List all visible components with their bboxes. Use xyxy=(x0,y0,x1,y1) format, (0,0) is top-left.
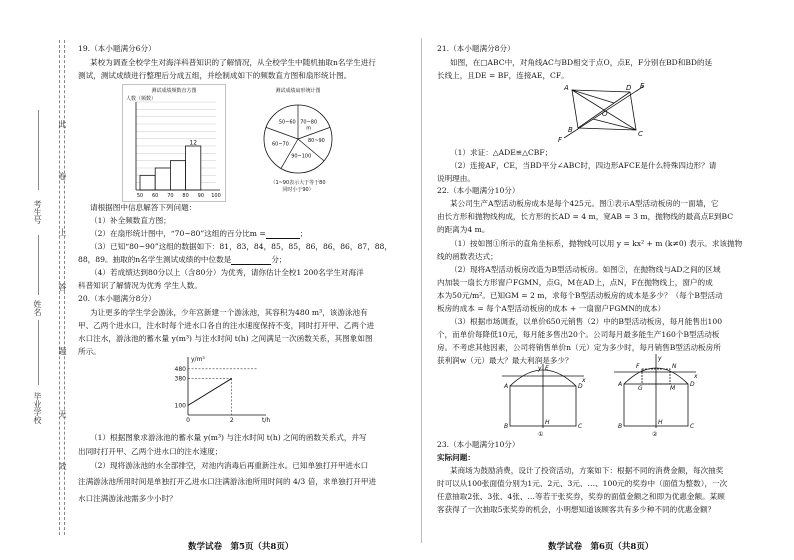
q19-intro-2: 测试，测试成绩进行整理后分成五组，并绘制成如下的频数直方图和扇形统计图。 xyxy=(78,71,352,80)
q20-s1a: （1）根据图象求游泳池的蓄水量 y(m³) 与注水时间 t(h) 之间的函数关系式，并写 xyxy=(90,433,367,442)
line-graph-y-label: 380 xyxy=(174,375,186,383)
line-graph-series xyxy=(188,378,232,405)
segment-ae xyxy=(572,90,614,103)
binding-label-4: 答 xyxy=(58,283,67,291)
q21-p1: 如图，在□ABC中，对角线AC与BD相交于点O，点E，F分别在BD和BD的延 xyxy=(450,58,713,67)
pie-slice-value: m xyxy=(306,125,312,132)
pie-note-2: 同时小于90） xyxy=(282,187,314,193)
fig1-label-b: B xyxy=(504,423,509,430)
left-footer: 数学试卷 第5页（共8页） xyxy=(188,542,294,552)
fig2-label-n: N xyxy=(672,363,677,370)
fig1-label-x: x xyxy=(582,377,586,384)
q23-p1: 某商场为鼓励消费，设计了投资活动，方案如下：根据不同的消费金额，每次抽奖 xyxy=(450,466,724,475)
fig2-label-g: G xyxy=(638,385,643,392)
q22-p2: 由长方形和抛物线构成，长方形的长AD = 4 m，宽AB = 3 m，抛物线的最高点E到BC xyxy=(437,212,734,221)
q19-s4b: 科普知识了解情况为优秀 学生人数。 xyxy=(78,281,202,290)
q20-p3: 水口注水，游泳池的蓄水量 y(m³) 与注水时间 t(h) 之间满足一次函数关系，其图象如图 xyxy=(78,334,373,343)
histogram-x-tick: 80 xyxy=(182,193,189,199)
histogram-x-tick: 60 xyxy=(152,193,159,199)
line-graph-y-label: 100 xyxy=(174,402,186,410)
q19-header: 19.（本小题满分6分） xyxy=(78,44,156,53)
fig2-label-b: B xyxy=(618,423,623,430)
q22-p3: 的距离为4 m。 xyxy=(437,225,490,234)
histogram-ylabel: 人数（频数） xyxy=(126,96,157,102)
fig1-label-d: D xyxy=(578,383,583,390)
q23-p3: 任意抽取2张、3张、4张、…等若干张奖券，奖券的面值金额之和即为优惠金额。某顾 xyxy=(437,492,725,501)
pie-slice-label: 70~80 xyxy=(300,119,318,126)
q23-sub: 实际问题： xyxy=(437,453,475,462)
q20-s2a: （2）现将游泳池的水全部排空，对池内消毒后再重新注水。已知单独打开甲进水口 xyxy=(90,461,369,470)
q22-s3d: 获利润w（元）最大？最大利润是多少？ xyxy=(437,356,573,365)
pie-slice-label: 60~70 xyxy=(271,141,289,148)
histogram-x-tick: 70 xyxy=(167,193,174,199)
q21-s2b: 说明理由。 xyxy=(437,174,475,183)
q23-p2: 时可以从100张面值分别为1元、2元、3元、…、100元的奖券中（面值为整数），一次 xyxy=(437,479,728,488)
label-f: F xyxy=(558,136,563,144)
field-exam-number: 考生号 xyxy=(33,200,42,224)
histogram-figure xyxy=(122,84,226,202)
line-graph-axes xyxy=(188,357,266,415)
q21-header: 21.（本小题满分8分） xyxy=(437,44,515,53)
histogram-x-tick: 90 xyxy=(197,193,204,199)
q19-s2: （2）在扇形统计图中，“70~80”这组的百分比m = ； xyxy=(90,229,308,238)
binding-label-2: 卷 xyxy=(58,172,67,180)
fig2-label-h: H xyxy=(658,419,663,426)
field-name-line xyxy=(38,235,39,295)
field-name: 姓名 xyxy=(33,300,42,316)
histogram-x-tick: 50 xyxy=(136,193,144,199)
line-graph-y-label: 480 xyxy=(174,365,186,373)
q19-s3-blank[interactable] xyxy=(231,256,271,265)
binding-label-6: 无 xyxy=(58,410,67,418)
q19-s3a: （3）已知“80~90”这组的数据如下：81，83，84，85，85，86，86，86，87，88， xyxy=(90,242,392,251)
line-graph-labels xyxy=(175,356,271,424)
q19-s1: （1）补全频数直方图； xyxy=(90,216,171,225)
line-graph-x-label: 0 xyxy=(186,417,190,424)
q21-s1: （1）求证：△ADE≌△CBF； xyxy=(450,148,553,157)
q23-p4: 客获得了一次抽取5张奖券的机会，小明想知道该顾客共有多少种不同的优惠金额？ xyxy=(437,505,716,514)
q21-s2a: （2）连接AF，CE，当BD平分∠ABC时，四边形AFCE是什么特殊四边形？请 xyxy=(450,161,717,170)
fig1-label-e: E xyxy=(545,365,549,372)
q22-s3a: （3）根据市场调查，以单价650元销售（2）中的B型活动板房，每月能售出100 xyxy=(450,317,723,326)
histogram-x-tick: 100 xyxy=(211,193,221,199)
fig1-label-a: A xyxy=(504,383,509,390)
fig1-label-c: C xyxy=(578,423,583,430)
label-b: B xyxy=(568,126,573,134)
fig2-label-y: y xyxy=(658,355,662,362)
pie-slice-label: 90~100 xyxy=(291,153,312,160)
binding-label-1: 此 xyxy=(58,120,67,128)
q22-header: 22.（本小题满分10分） xyxy=(437,186,520,195)
pie-slice-label: 80~90 xyxy=(307,138,325,145)
q22-s1a: （1）按如图①所示的直角坐标系，抛物线可以用 y = kx² + m (k≠0) 表示。求该抛物 xyxy=(450,239,743,248)
line-graph-guides xyxy=(188,369,258,415)
q20-s2b: 注满游泳池所用时间是单独打开乙进水口注满游泳池所用时间的 4/3 倍，求单独打开甲进 xyxy=(78,477,377,486)
fig2-label-d: D xyxy=(690,381,695,388)
q22-p1: 某公司生产A型活动板房成本是每个425元。图①表示A型活动板房的一面墙，它 xyxy=(450,199,719,208)
parallelogram-figure xyxy=(556,78,648,146)
right-footer: 数学试卷 第6页（共8页） xyxy=(548,542,654,552)
pie-slice-label: 50~60 xyxy=(278,119,296,126)
label-d: D xyxy=(626,84,632,92)
line-graph-xlabel: t/h xyxy=(262,417,271,424)
q22-s2d: 板房的成本 = 每个A型活动板房的成本 + 一扇窗户FGMN的成本） xyxy=(437,304,666,313)
q20-header: 20.（本小题满分8分） xyxy=(78,294,156,303)
fig2-label-f: F xyxy=(636,363,640,370)
q19-intro-1: 某校为调查全校学生对海洋科普知识的了解情况，从全校学生中随机抽取n名学生进行 xyxy=(90,58,376,67)
label-c: C xyxy=(638,130,643,138)
fig1-label-y: y xyxy=(538,365,542,372)
fig2-label-num: ② xyxy=(652,431,658,438)
fig2-label-a: A xyxy=(618,381,623,388)
field-exam-number-line xyxy=(38,110,39,190)
binding-label-5: 题 xyxy=(58,347,67,355)
fig2-label-m: M xyxy=(670,385,676,392)
q20-fraction: 4/3 xyxy=(293,477,306,486)
q22-s2a: （2）现将A型活动板房改造为B型活动板房。如图②，在抛物线与AD之间的区域 xyxy=(450,265,721,274)
line-graph-x-label: 2 xyxy=(229,417,234,424)
q22-s2c: 本为50元/m²。已知GM = 2 m，求每个B型活动板房的成本是多少？（每个B型活动 xyxy=(437,291,723,300)
wall-figure-1 xyxy=(498,362,588,438)
q23-header: 23.（本小题满分10分） xyxy=(437,440,520,449)
q20-s1b: 出同时打开甲、乙两个进水口的注水速度； xyxy=(78,447,223,456)
histogram-bar xyxy=(155,168,170,190)
q20-p2: 甲、乙两个进水口，注水时每个进水口各自的注水速度保持不变，同时打开甲、乙两个进 xyxy=(78,321,375,330)
histogram-data-labels xyxy=(189,140,197,147)
fig1-label-h: H xyxy=(545,419,550,426)
label-a: A xyxy=(564,84,569,92)
pie-title: 测试成绩扇形统计图 xyxy=(275,88,321,94)
q20-s2d: 水口注满游泳池需多少小时？ xyxy=(78,494,177,503)
histogram-data-label: 12 xyxy=(189,139,198,147)
q19-prompt: 请根据图中信息解答下列问题： xyxy=(90,203,197,212)
field-school: 毕业学校 xyxy=(33,392,42,424)
histogram-bar xyxy=(170,161,185,190)
q22-s1b: 线的函数表达式； xyxy=(437,252,498,261)
q19-s4a: （4）若成绩达到80分以上（含80分）为优秀，请你估计全校1 200名学生对海洋 xyxy=(90,268,364,277)
q22-s3c: 房。不考虑其他因素，公司将销售单价n（元）定为多少时，每月销售B型活动板房所 xyxy=(437,343,721,352)
fig2-label-x: x xyxy=(694,373,698,380)
q20-p1: 为让更多的学生学会游泳，少年宫新建一个游泳池，其容积为480 m³，该游泳池有 xyxy=(90,308,368,317)
page-divider xyxy=(421,38,422,543)
q19-s2-blank[interactable] xyxy=(266,230,300,239)
binding-label-7: 效 xyxy=(58,462,67,470)
q19-s3b: 88，89。抽取的n名学生测试成绩的中位数是 分； xyxy=(78,255,287,264)
histogram-bar xyxy=(186,146,201,190)
wall-figure-2 xyxy=(610,350,700,438)
histogram-bar xyxy=(140,175,155,190)
histogram-title: 测试成绩频数直方图 xyxy=(151,88,197,94)
q22-s3b: 个，而单价每降低10元，每月能多售出20个。公司每月最多能生产160个B型活动板 xyxy=(437,330,720,339)
histogram-x-ticks xyxy=(137,193,221,199)
pie-figure xyxy=(258,84,338,199)
line-graph-figure xyxy=(166,355,276,430)
q21-p2: 长线上，且DE = BF，连接AE，CF。 xyxy=(437,71,569,80)
line-graph-segment xyxy=(188,378,232,405)
line-graph-ylabel: y/m³ xyxy=(191,356,205,363)
fig2-label-c: C xyxy=(690,423,695,430)
binding-label-3: 上 xyxy=(58,228,67,236)
q20-p4: 所示。 xyxy=(78,347,101,356)
field-school-line xyxy=(38,320,39,385)
pie-note-1: （1~90表示大于等于80 xyxy=(270,180,326,186)
label-e: E xyxy=(640,82,645,90)
label-o: O xyxy=(602,110,608,118)
fig1-label-num: ① xyxy=(538,431,544,438)
q22-s2b: 内加装一扇长方形窗户FGMN，点G，M在AD上，点N，F在抛物线上，窗户的成 xyxy=(437,278,713,287)
